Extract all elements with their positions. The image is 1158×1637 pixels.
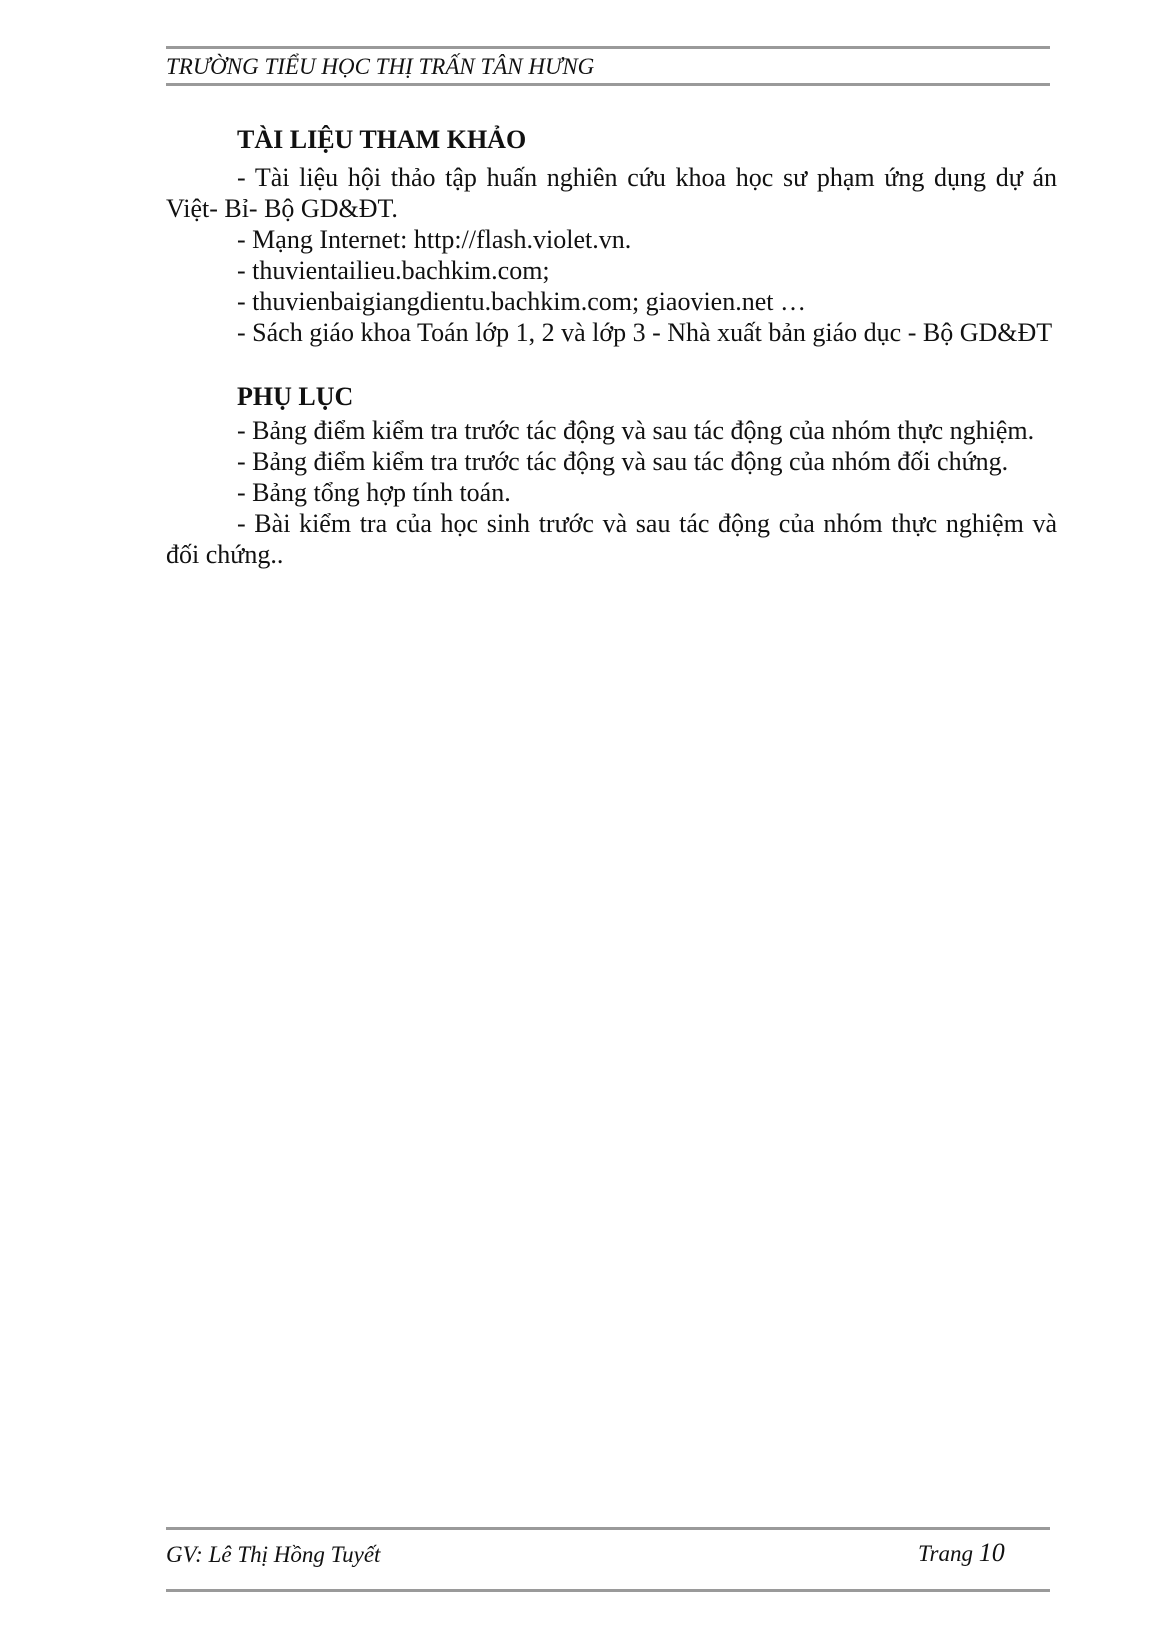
appendix-item: - Bảng điểm kiểm tra trước tác động và sau tác động của nhóm thực nghiệm. bbox=[237, 416, 1035, 445]
footer-page-label: Trang bbox=[918, 1541, 973, 1566]
appendix-item: - Bài kiểm tra của học sinh trước và sau tác động của nhóm thực nghiệm và đối chứng.. bbox=[166, 509, 1057, 569]
reference-item: - Tài liệu hội thảo tập huấn nghiên cứu khoa học sư phạm ứng dụng dự án Việt- Bỉ- Bộ GD&ĐT. bbox=[166, 163, 1057, 223]
header-bottom-rule bbox=[166, 83, 1050, 86]
header-top-rule bbox=[166, 46, 1050, 49]
footer-page bbox=[918, 1538, 1005, 1569]
appendix-item: - Bảng tổng hợp tính toán. bbox=[237, 478, 511, 507]
reference-item: - Sách giáo khoa Toán lớp 1, 2 và lớp 3 - Nhà xuất bản giáo dục - Bộ GD&ĐT bbox=[237, 318, 1053, 347]
references-heading: TÀI LIỆU THAM KHẢO bbox=[237, 125, 527, 154]
reference-item: - Mạng Internet: http://flash.violet.vn. bbox=[237, 225, 632, 254]
footer-top-rule bbox=[166, 1527, 1050, 1530]
reference-item: - thuvienbaigiangdientu.bachkim.com; giaovien.net … bbox=[237, 287, 806, 316]
appendix-heading: PHỤ LỤC bbox=[237, 382, 354, 411]
footer-author: GV: Lê Thị Hồng Tuyết bbox=[166, 1542, 381, 1567]
footer-bottom-rule bbox=[166, 1589, 1050, 1592]
appendix-item: - Bảng điểm kiểm tra trước tác động và sau tác động của nhóm đối chứng. bbox=[237, 447, 1009, 476]
page-content bbox=[166, 118, 1057, 570]
header-school-name: TRƯỜNG TIỂU HỌC THỊ TRẤN TÂN HƯNG bbox=[166, 54, 595, 79]
footer-page-number: 10 bbox=[978, 1538, 1005, 1567]
reference-item: - thuvientailieu.bachkim.com; bbox=[237, 256, 550, 285]
